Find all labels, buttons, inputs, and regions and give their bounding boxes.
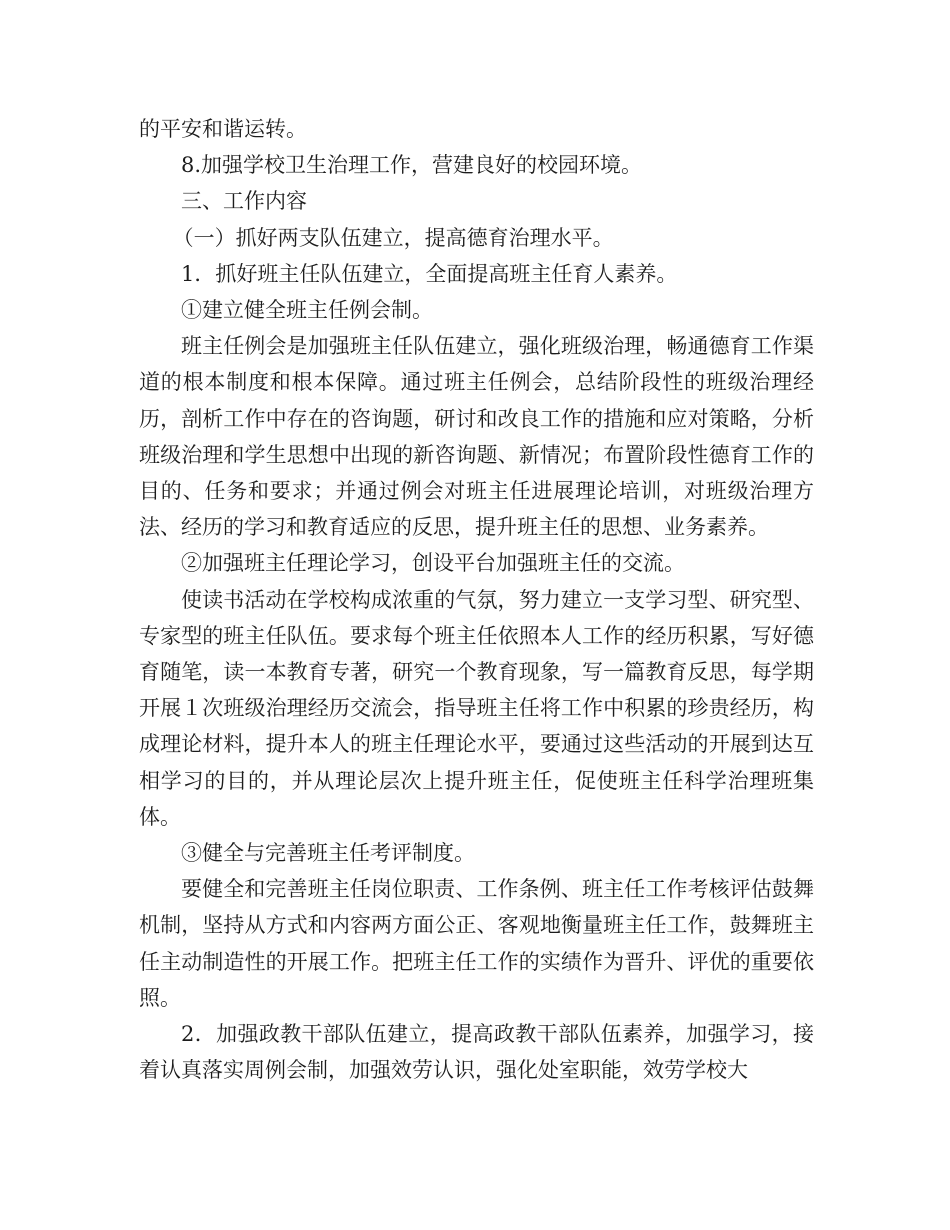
section-heading-work-content: 三、工作内容 [181, 189, 307, 214]
subitem-heading-1: ①建立健全班主任例会制。 [181, 298, 433, 323]
paragraph-item-1: 1．抓好班主任队伍建立，全面提高班主任育人素养。 [181, 261, 678, 286]
paragraph-body-1: 班主任例会是加强班主任队伍建立，强化班级治理，畅通德育工作渠道的根本制度和根本保障。通过班主任例会，总结阶段性的班级治理经历，剖析工作中存在的咨询题，研讨和改良工作的措施和应对策略，分析班级治理和学生思想中出现的新咨询题、新情况；布置阶段性德育工作的目的、任务和要求；并通过例会对班主任进展理论培训，对班级治理方法、经历的学习和教育适应的反思，提升班主任的思想、业务素养。 [139, 334, 814, 540]
subsection-heading-1: （一）抓好两支队伍建立，提高德育治理水平。 [172, 225, 614, 250]
document-body [139, 111, 814, 1088]
paragraph-continuation: 的平安和谐运转。 [139, 117, 307, 141]
paragraph-body-3: 要健全和完善班主任岗位职责、工作条例、班主任工作考核评估鼓舞机制，坚持从方式和内容两方面公正、客观地衡量班主任工作，鼓舞班主任主动制造性的开展工作。把班主任工作的实绩作为晋升、评优的重要依照。 [139, 877, 814, 1010]
paragraph-item-8: 8.加强学校卫生治理工作，营建良好的校园环境。 [181, 153, 643, 178]
subitem-heading-2: ②加强班主任理论学习，创设平台加强班主任的交流。 [181, 551, 685, 576]
paragraph-body-2: 使读书活动在学校构成浓重的气氛，努力建立一支学习型、研究型、专家型的班主任队伍。要求每个班主任依照本人工作的经历积累，写好德育随笔，读一本教育专著，研究一个教育现象，写一篇教育反思，每学期开展１次班级治理经历交流会，指导班主任将工作中积累的珍贵经历，构成理论材料，提升本人的班主任理论水平，要通过这些活动的开展到达互相学习的目的，并从理论层次上提升班主任，促使班主任科学治理班集体。 [139, 587, 814, 829]
paragraph-item-2: 2．加强政教干部队伍建立，提高政教干部队伍素养，加强学习，接着认真落实周例会制，加强效劳认识，强化处室职能，效劳学校大 [139, 1022, 814, 1083]
subitem-heading-3: ③健全与完善班主任考评制度。 [181, 841, 475, 866]
